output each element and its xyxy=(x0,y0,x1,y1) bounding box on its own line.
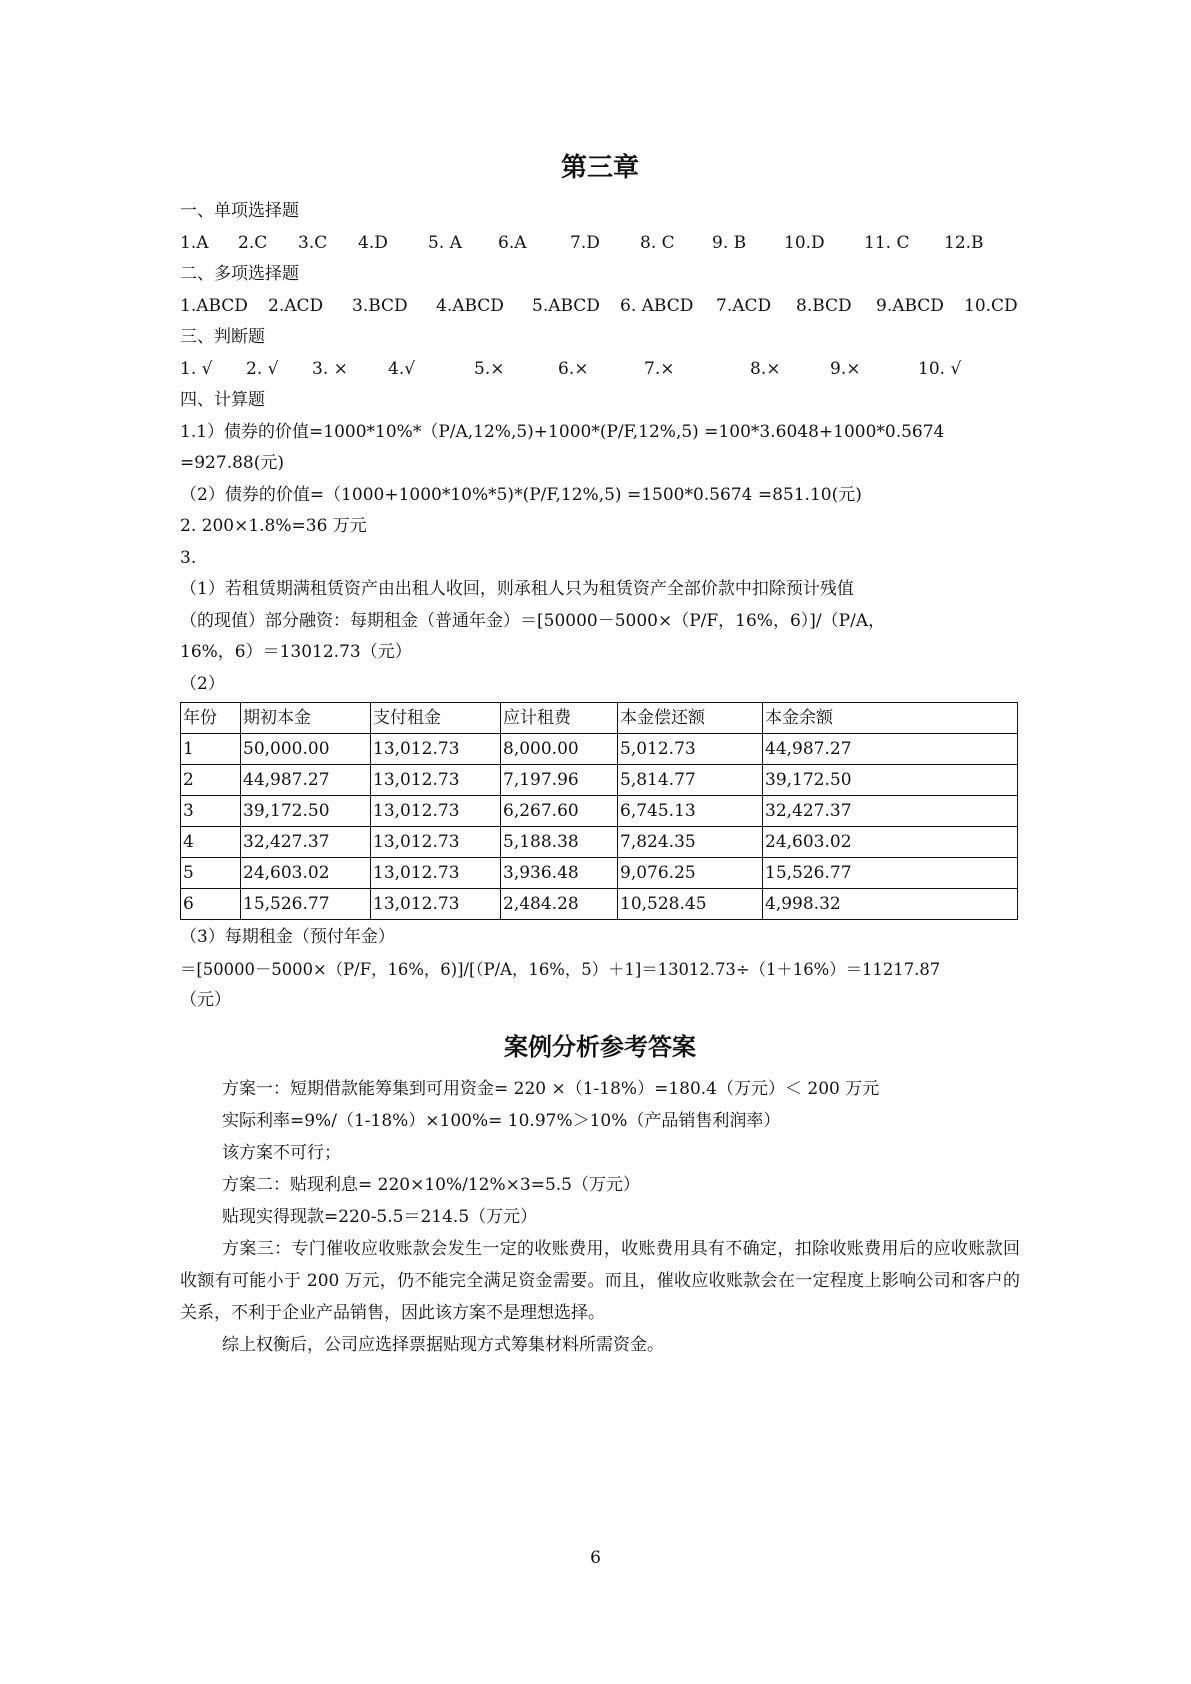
table-header-row xyxy=(181,703,1018,734)
table-header-cell: 本金余额 xyxy=(763,703,1018,734)
answer-item: 1.ABCD xyxy=(180,295,248,316)
true-false-answers xyxy=(180,354,1020,386)
answer-item: 3. × xyxy=(312,358,348,379)
table-cell: 3 xyxy=(181,796,241,827)
calculation-heading: 四、计算题 xyxy=(180,390,265,410)
table-cell: 13,012.73 xyxy=(371,827,501,858)
q2-line: 2. 200×1.8%=36 万元 xyxy=(180,516,367,536)
table-cell: 39,172.50 xyxy=(763,765,1018,796)
case-line-3: 该方案不可行； xyxy=(222,1142,341,1163)
q3-part3-line-1: （3）每期租金（预付年金） xyxy=(180,927,395,947)
case-conclusion: 综上权衡后，公司应选择票据贴现方式筹集材料所需资金。 xyxy=(222,1334,664,1355)
table-cell: 13,012.73 xyxy=(371,889,501,920)
table-cell: 6 xyxy=(181,889,241,920)
case-line-4: 方案二：贴现利息= 220×10%/12%×3=5.5（万元） xyxy=(222,1174,640,1195)
table-cell: 5,814.77 xyxy=(618,765,763,796)
table-row xyxy=(181,889,1018,920)
table-cell: 5 xyxy=(181,858,241,889)
answer-item: 5.ABCD xyxy=(532,295,600,316)
page-content xyxy=(180,150,1020,1361)
answer-item: 10.D xyxy=(784,232,825,253)
answer-item: 3.BCD xyxy=(352,295,408,316)
table-cell: 13,012.73 xyxy=(371,796,501,827)
case-line-1: 方案一：短期借款能筹集到可用资金= 220 ×（1-18%）=180.4（万元）＜ 200 万元 xyxy=(222,1078,880,1099)
q3-part1-line-1: （1）若租赁期满租赁资产由出租人收回，则承租人只为租赁资产全部价款中扣除预计残值 xyxy=(180,579,854,599)
case-line-2: 实际利率=9%/（1-18%）×100%= 10.97%＞10%（产品销售利润率） xyxy=(222,1110,781,1131)
answer-item: 2.C xyxy=(238,232,268,253)
table-cell: 7,197.96 xyxy=(501,765,618,796)
q3-part3-line-2: ＝[50000－5000×（P/F，16%，6)]/[（P/A，16%，5）＋1]＝13012.73÷（1＋16%）＝11217.87 xyxy=(180,959,941,979)
table-cell: 15,526.77 xyxy=(763,858,1018,889)
table-cell: 32,427.37 xyxy=(241,827,371,858)
table-cell: 15,526.77 xyxy=(241,889,371,920)
multiple-choice-heading: 二、多项选择题 xyxy=(180,264,299,284)
table-cell: 24,603.02 xyxy=(763,827,1018,858)
answer-item: 3.C xyxy=(298,232,328,253)
q3-part1-line-2: （的现值）部分融资：每期租金（普通年金）＝[50000－5000×（P/F，16%，6）]/（P/A， xyxy=(180,610,886,631)
answer-item: 2. √ xyxy=(246,358,279,379)
true-false-heading: 三、判断题 xyxy=(180,327,265,347)
answer-item: 7.ACD xyxy=(716,295,772,316)
table-cell: 5,012.73 xyxy=(618,734,763,765)
single-choice-answers xyxy=(180,228,1020,260)
answer-item: 7.× xyxy=(644,358,675,379)
table-cell: 13,012.73 xyxy=(371,734,501,765)
q3-label: 3. xyxy=(180,547,197,568)
table-row xyxy=(181,734,1018,765)
table-cell: 6,745.13 xyxy=(618,796,763,827)
answer-item: 9. B xyxy=(712,232,747,253)
table-row xyxy=(181,796,1018,827)
table-header-cell: 应计租费 xyxy=(501,703,618,734)
answer-item: 9.× xyxy=(830,358,861,379)
answer-item: 5. A xyxy=(428,232,462,253)
answer-item: 9.ABCD xyxy=(876,295,944,316)
answer-item: 8.× xyxy=(750,358,781,379)
table-cell: 32,427.37 xyxy=(763,796,1018,827)
q1-line-3: （2）债券的价值=（1000+1000*10%*5)*(P/F,12%,5) =1500*0.5674 =851.10(元) xyxy=(180,484,862,505)
q3-part2-label: （2） xyxy=(180,673,225,694)
q1-line-1: 1.1）债券的价值=1000*10%*（P/A,12%,5)+1000*(P/F,12%,5) =100*3.6048+1000*0.5674 xyxy=(180,421,945,442)
table-cell: 44,987.27 xyxy=(763,734,1018,765)
table-cell: 2 xyxy=(181,765,241,796)
answer-item: 4.√ xyxy=(388,358,416,379)
table-cell: 6,267.60 xyxy=(501,796,618,827)
answer-item: 12.B xyxy=(944,232,984,253)
table-cell: 13,012.73 xyxy=(371,858,501,889)
multiple-choice-answers xyxy=(180,291,1020,323)
table-cell: 4 xyxy=(181,827,241,858)
q3-part3-line-3: （元） xyxy=(180,990,231,1010)
table-cell: 10,528.45 xyxy=(618,889,763,920)
table-header-cell: 支付租金 xyxy=(371,703,501,734)
answer-item: 8. C xyxy=(640,232,675,253)
table-row xyxy=(181,858,1018,889)
table-header-cell: 期初本金 xyxy=(241,703,371,734)
q1-line-2: =927.88(元) xyxy=(180,453,284,473)
answer-item: 6.A xyxy=(498,232,527,253)
answer-item: 4.ABCD xyxy=(436,295,504,316)
case-paragraph-option-3: 方案三：专门催收应收账款会发生一定的收账费用，收账费用具有不确定，扣除收账费用后的应收账款回收额有可能小于 200 万元，仍不能完全满足资金需要。而且，催收应收账款会在一定程度上影响公司和客户的关系，不利于企业产品销售，因此该方案不是理想选择。 xyxy=(180,1238,1020,1323)
case-analysis-title: 案例分析参考答案 xyxy=(504,1031,696,1061)
table-header-cell: 年份 xyxy=(181,703,241,734)
lease-schedule-table xyxy=(180,702,1018,920)
answer-item: 10.CD xyxy=(964,295,1018,316)
answer-item: 1.A xyxy=(180,232,209,253)
answer-item: 6. ABCD xyxy=(620,295,694,316)
table-cell: 13,012.73 xyxy=(371,765,501,796)
table-cell: 8,000.00 xyxy=(501,734,618,765)
table-row xyxy=(181,765,1018,796)
table-cell: 3,936.48 xyxy=(501,858,618,889)
answer-item: 7.D xyxy=(570,232,600,253)
q3-part1-line-3: 16%，6）＝13012.73（元） xyxy=(180,642,412,662)
answer-item: 5.× xyxy=(474,358,505,379)
table-cell: 44,987.27 xyxy=(241,765,371,796)
page-number: 6 xyxy=(590,1548,601,1568)
table-cell: 24,603.02 xyxy=(241,858,371,889)
table-cell: 4,998.32 xyxy=(763,889,1018,920)
answer-item: 10. √ xyxy=(918,358,962,379)
table-header-cell: 本金偿还额 xyxy=(618,703,763,734)
table-cell: 50,000.00 xyxy=(241,734,371,765)
table-row xyxy=(181,827,1018,858)
table-cell: 5,188.38 xyxy=(501,827,618,858)
table-cell: 39,172.50 xyxy=(241,796,371,827)
table-cell: 7,824.35 xyxy=(618,827,763,858)
answer-item: 8.BCD xyxy=(796,295,852,316)
table-cell: 1 xyxy=(181,734,241,765)
answer-item: 11. C xyxy=(864,232,910,253)
answer-item: 4.D xyxy=(358,232,388,253)
table-cell: 9,076.25 xyxy=(618,858,763,889)
table-cell: 2,484.28 xyxy=(501,889,618,920)
chapter-title: 第三章 xyxy=(560,153,639,183)
answer-item: 2.ACD xyxy=(268,295,324,316)
case-line-5: 贴现实得现款=220-5.5＝214.5（万元） xyxy=(222,1206,538,1227)
answer-item: 6.× xyxy=(558,358,589,379)
single-choice-heading: 一、单项选择题 xyxy=(180,201,299,221)
answer-item: 1. √ xyxy=(180,358,213,379)
